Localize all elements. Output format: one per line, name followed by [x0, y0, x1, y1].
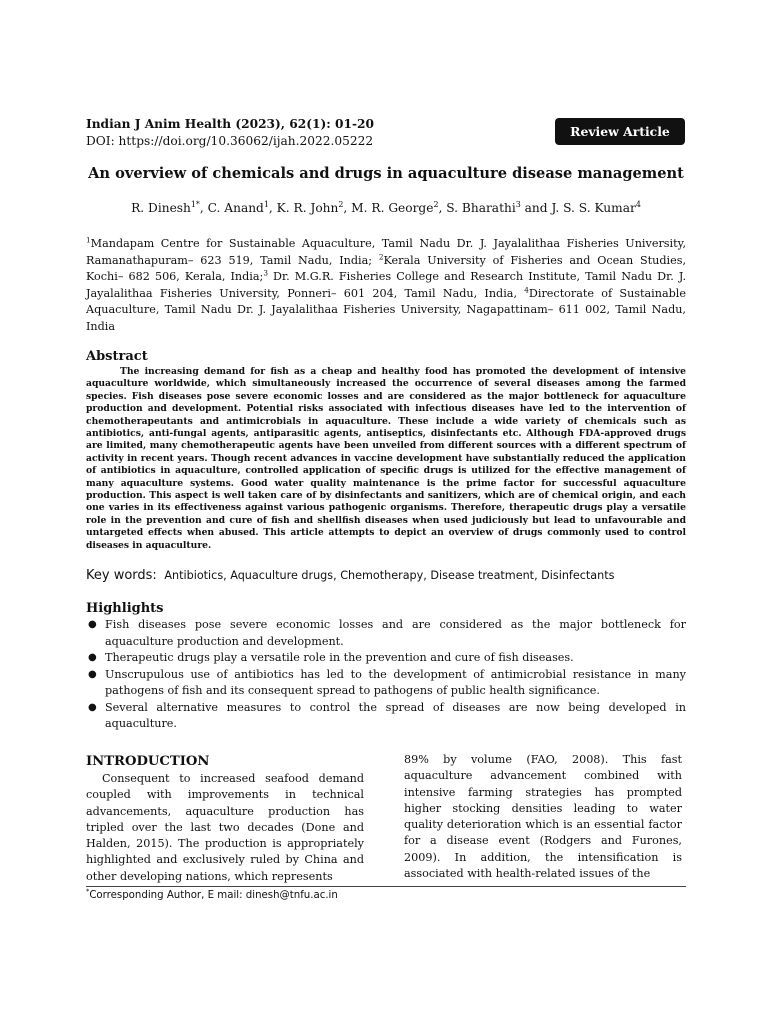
- affiliation-mark: 4: [524, 284, 529, 294]
- keywords: [86, 568, 696, 583]
- introduction-text-left: Consequent to increased seafood demand coupled with improvements in technical advancements, aquaculture production has tripled over the last two decades (Done and Halden, 2015). The production is appropriately highlighted and exclusively ruled by China and other developing nations, which represents: [86, 772, 364, 883]
- author-name: K. R. John: [276, 201, 339, 215]
- author-separator: ,: [343, 201, 352, 215]
- corresponding-author-footnote: [86, 887, 338, 901]
- affiliation-text: Directorate of Sustainable Aquaculture, Tamil Nadu Dr. J. Jayalalithaa Fisheries University, Nagapattinam– 611 002, Tamil Nadu, India: [86, 286, 686, 333]
- author-separator: ,: [199, 201, 208, 215]
- journal-citation: Indian J Anim Health (2023), 62(1): 01-20: [86, 117, 374, 131]
- highlight-item: [86, 700, 686, 733]
- author-separator: and: [520, 201, 552, 215]
- author-separator: ,: [268, 201, 277, 215]
- bullet-icon: ●: [88, 652, 97, 663]
- introduction-heading: INTRODUCTION: [86, 754, 210, 769]
- author-name: J. S. S. Kumar: [551, 201, 636, 215]
- footnote-text: Corresponding Author, E mail: dinesh@tnfu.ac.in: [89, 890, 338, 901]
- affiliation-text: Mandapam Centre for Sustainable Aquaculture, Tamil Nadu Dr. J. Jayalalithaa Fisheries University, Ramanathapuram– 623 519, Tamil Nadu, India;: [86, 237, 686, 267]
- affiliations: [86, 236, 686, 335]
- affiliation-mark: 3: [263, 268, 268, 278]
- footnote-divider: [86, 886, 686, 887]
- bullet-icon: ●: [88, 668, 97, 680]
- author-separator: ,: [438, 201, 447, 215]
- article-type-badge: Review Article: [555, 118, 685, 145]
- author-affiliation-mark: 2: [338, 199, 344, 209]
- abstract-heading: Abstract: [86, 349, 148, 364]
- keywords-label: Key words:: [86, 568, 157, 583]
- author-name: R. Dinesh: [131, 201, 191, 215]
- highlight-text: Several alternative measures to control the spread of diseases are now being developed in aquaculture.: [105, 700, 686, 730]
- author-affiliation-mark: 3: [515, 199, 521, 209]
- affiliation-text: Dr. M.G.R. Fisheries College and Research Institute, Tamil Nadu Dr. J. Jayalalithaa Fisheries University, Ponneri– 601 204, Tamil Nadu, India,: [86, 270, 687, 300]
- highlight-text: Fish diseases pose severe economic losses and are considered as the major bottleneck for aquaculture production and development.: [105, 618, 686, 648]
- article-title: An overview of chemicals and drugs in aquaculture disease management: [88, 165, 684, 182]
- highlights-list: [86, 617, 686, 733]
- highlight-text: Therapeutic drugs play a versatile role in the prevention and cure of fish diseases.: [105, 651, 574, 664]
- affiliation-mark: 2: [378, 251, 384, 261]
- author-affiliation-mark: 4: [635, 199, 641, 209]
- introduction-text-right: 89% by volume (FAO, 2008). This fast aquaculture advancement combined with intensive farming strategies has prompted higher stocking densities leading to water quality deterioration which is an essential factor for a disease event (Rodgers and Furones, 2009). In addition, the intensification is associated with health-related issues of the: [404, 753, 682, 881]
- highlight-item: [86, 667, 686, 700]
- doi-link[interactable]: DOI: https://doi.org/10.36062/ijah.2022.05222: [86, 134, 374, 148]
- bullet-icon: ●: [88, 701, 97, 713]
- author-affiliation-mark: 1: [263, 199, 269, 209]
- highlights-heading: Highlights: [86, 601, 164, 616]
- abstract-text: The increasing demand for fish as a cheap and healthy food has promoted the development of intensive aquaculture worldwide, which simultaneously increased the occurrence of several diseases among the farmed species. Fish diseases pose severe economic losses and are considered as the major bottleneck for aquaculture production and development. Potential risks associated with infectious diseases have led to the intervention of chemotherapeutants and antimicrobials in aquaculture. These include a wide variety of chemicals such as antibiotics, anti-fungal agents, antiparasitic agents, antiseptics, disinfectants etc. Although FDA-approved drugs are limited, many chemotherapeutic agents have been unveiled from different sources with a different spectrum of activity in recent years. Though recent advances in vaccine development have substantially reduced the application of antibiotics in aquaculture, controlled application of specific drugs is utilized for the effective management of many aquaculture systems. Good water quality maintenance is the prime factor for successful aquaculture production. This aspect is well taken care of by disinfectants and sanitizers, which are of chemical origin, and each one varies in its effectiveness against various pathogenic organisms. Therefore, therapeutic drugs play a versatile role in the prevention and cure of fish and shellfish diseases when used judiciously but lead to unfavourable and untargeted effects when abused. This article attempts to depict an overview of drugs commonly used to control diseases in aquaculture.: [86, 366, 686, 551]
- keywords-list: Antibiotics, Aquaculture drugs, Chemotherapy, Disease treatment, Disinfectants: [164, 569, 615, 582]
- affiliation-mark: 1: [86, 235, 91, 245]
- author-affiliation-mark: 2: [433, 199, 439, 209]
- author-affiliation-mark: 1*: [190, 199, 200, 209]
- footnote-mark: *: [86, 887, 90, 896]
- author-name: S. Bharathi: [446, 201, 516, 215]
- author-name: M. R. George: [351, 201, 434, 215]
- author-name: C. Anand: [207, 201, 264, 215]
- author-list: [60, 201, 712, 215]
- bullet-icon: ●: [88, 619, 97, 630]
- affiliation-text: Kerala University of Fisheries and Ocean Studies, Kochi– 682 506, Kerala, India;: [86, 253, 687, 283]
- highlight-item: [86, 650, 686, 667]
- highlight-item: [86, 617, 686, 650]
- highlight-text: Unscrupulous use of antibiotics has led to the development of antimicrobial resistance in many pathogens of fish and its consequent spread to pathogens of public health significance.: [105, 667, 686, 697]
